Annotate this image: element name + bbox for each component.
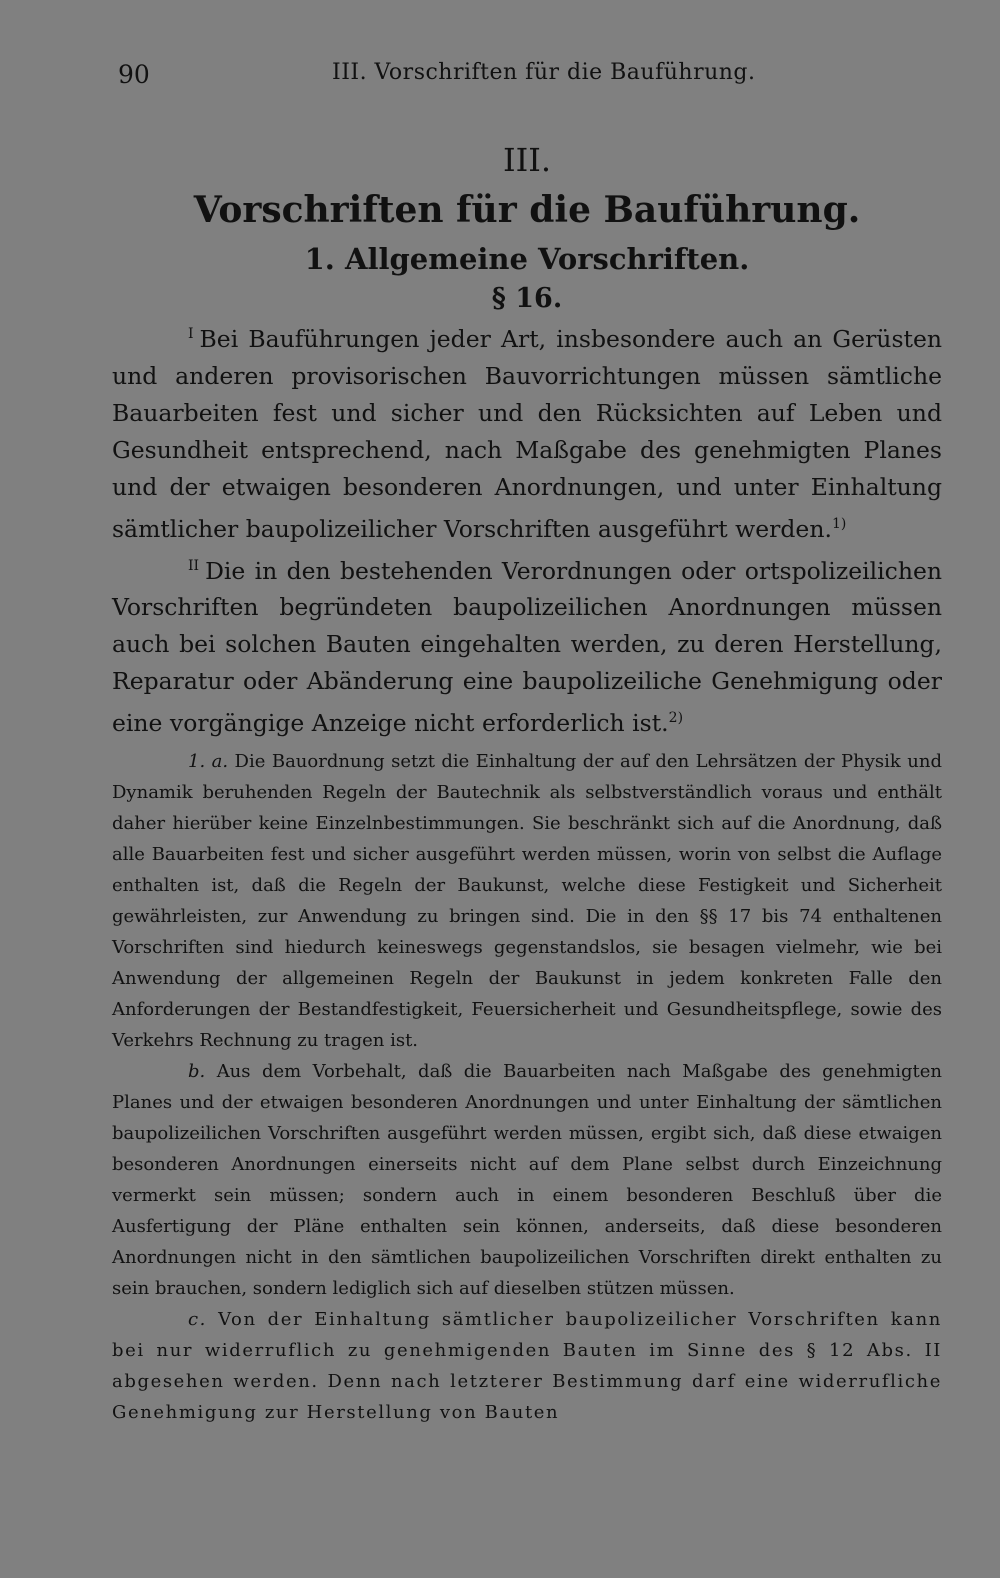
paragraph-abs-2 xyxy=(112,548,942,743)
note-label: 1. a. xyxy=(188,751,229,773)
note-1b xyxy=(112,1056,942,1304)
notes-section xyxy=(112,746,942,1428)
paragraph-text: Die in den bestehenden Verordnungen oder ortspolizeilichen Vorschriften begründeten baupolizeilichen Anordnungen müssen auch bei solchen Bauten eingehalten werden, zu deren Herstellung, Reparatur oder Abänderung eine baupolizeiliche Genehmigung oder eine vorgängige Anzeige nicht erforderlich ist. xyxy=(112,556,942,738)
note-label: c. xyxy=(188,1309,208,1331)
note-text: Von der Einhaltung sämtlicher baupolizeilicher Vorschriften kann bei nur widerruflich zu genehmigenden Bauten im Sinne des § 12 Abs. II abgesehen werden. Denn nach letzterer Bestimmung darf eine widerrufliche Genehmigung zur Herstellung von Bauten xyxy=(112,1309,942,1424)
paragraph-abs-1 xyxy=(112,316,942,548)
part-title: Vorschriften für die Bauführung. xyxy=(193,189,861,231)
running-title: III. Vorschriften für die Bauführung. xyxy=(332,60,756,85)
footnote-ref: 2) xyxy=(668,710,684,727)
footnote-ref: 1) xyxy=(831,515,847,532)
note-text: Die Bauordnung setzt die Einhaltung der auf den Lehrsätzen der Physik und Dynamik beruhenden Regeln der Bautechnik als selbstverständlich voraus und enthält daher hierüber keine Einzelnbestimmungen. Sie beschränkt sich auf die Anordnung, daß alle Bauarbeiten fest und sicher ausgeführt werden müssen, worin von selbst die Auflage enthalten ist, daß die Regeln der Baukunst, welche diese Festigkeit und Sicherheit gewährleisten, zur Anwendung zu bringen sind. Die in den §§ 17 bis 74 enthaltenen Vorschriften sind hiedurch keineswegs gegenstandslos, sie besagen vielmehr, wie bei Anwendung der allgemeinen Regeln der Baukunst in jedem konkreten Falle den Anforderungen der Bestandfestigkeit, Feuersicherheit und Gesundheitspflege, sowie des Verkehrs Rechnung zu tragen ist. xyxy=(112,751,942,1052)
paragraph-mark: § 16. xyxy=(491,283,563,314)
running-head xyxy=(112,60,942,100)
note-1a xyxy=(112,746,942,1056)
page-number: 90 xyxy=(118,60,150,89)
note-label: b. xyxy=(188,1061,206,1083)
note-text: Aus dem Vorbehalt, daß die Bauarbeiten nach Maßgabe des genehmigten Planes und der etwaigen besonderen Anordnungen und unter Einhaltung der sämtlichen baupolizeilichen Vorschriften ausgeführt werden müssen, ergibt sich, daß diese etwaigen besonderen Anordnungen einerseits nicht auf dem Plane selbst durch Einzeichnung vermerkt sein müssen; sondern auch in einem besonderen Beschluß über die Ausfertigung der Pläne enthalten sein können, anderseits, daß diese besonderen Anordnungen nicht in den sämtlichen baupolizeilichen Vorschriften direkt enthalten zu sein brauchen, sondern lediglich sich auf dieselben stützen müssen. xyxy=(112,1061,942,1300)
paragraph-marker: II xyxy=(188,557,200,574)
part-number: III. xyxy=(502,141,552,179)
section-title: 1. Allgemeine Vorschriften. xyxy=(304,242,750,276)
note-1c xyxy=(112,1304,942,1428)
paragraph-text: Bei Bauführungen jeder Art, insbesondere auch an Gerüsten und anderen provisorischen Bauvorrichtungen müssen sämtliche Bauarbeiten fest und sicher und den Rücksichten auf Leben und Gesundheit entsprechend, nach Maßgabe des genehmigten Planes und der etwaigen besonderen Anordnungen, und unter Einhaltung sämtlicher baupolizeilicher Vorschriften ausgeführt werden. xyxy=(112,324,942,543)
paragraph-marker: I xyxy=(188,326,194,342)
